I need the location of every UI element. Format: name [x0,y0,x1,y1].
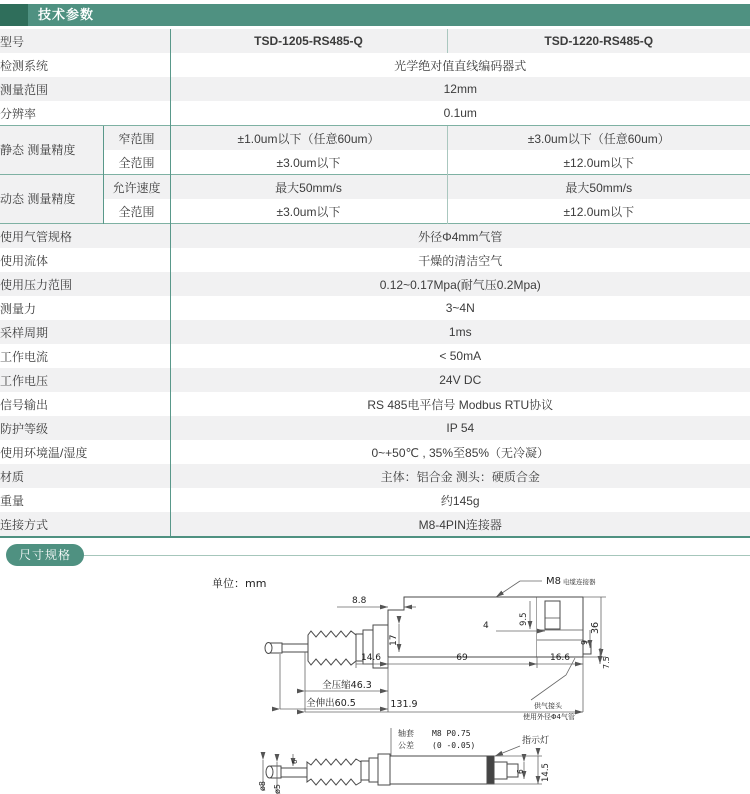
dim-label: 全压缩46.3 [322,680,372,691]
table-row [0,53,750,77]
top-view [258,728,551,794]
m8-connector-label: M8 [546,576,561,587]
spec-label: 重量 [0,493,25,508]
spec-label: 使用压力范围 [0,272,170,296]
spec-value: ±3.0um以下 [170,150,447,175]
spec-value: < 50mA [170,344,750,368]
spec-sub-label: 允许速度 [103,175,170,200]
air-fitting-note: 使用外径Φ4气管 [523,713,575,721]
dim-label: 131.9 [390,699,418,710]
probe-rod [281,768,307,777]
spec-label: 测量范围 [0,77,170,101]
spec-value: 0.12~0.17Mpa(耐气压0.2Mpa) [170,272,750,296]
spec-label: 连接方式 [0,512,170,537]
section-rule [70,555,750,556]
spec-value: 0.1um [170,101,750,126]
table-row [0,296,750,320]
body-outline [388,597,537,657]
unit-label: 单位：mm [212,577,267,590]
dim-label: 69 [456,653,468,663]
spec-value: ±12.0um以下 [447,199,750,224]
spec-label: 工作电压 [0,368,170,392]
spec-value: ±3.0um以下（任意60um） [447,126,750,151]
table-row [0,224,750,249]
rear-cap [487,756,494,784]
spec-label: 防护等级 [0,416,170,440]
spec-value: ±3.0um以下 [170,199,447,224]
table-row [0,101,750,126]
spec-value: RS 485电平信号 Modbus RTU协议 [170,392,750,416]
tolerance-label: 公差 [398,741,414,750]
dim-label: 6 [291,759,299,764]
spec-label: 使用流体 [0,253,49,268]
spec-value: 主体：铝合金 测头：硬质合金 [170,464,750,488]
dim-label: 14.5 [541,763,551,782]
spec-label: 信号输出 [0,397,49,412]
header-accent-block [0,4,28,26]
section-badge-dimensions: 尺寸规格 [6,544,84,566]
table-row [0,464,750,488]
spec-value: 干燥的清洁空气 [170,248,750,272]
collar-nut [369,758,378,782]
spec-value: 最大50mm/s [170,175,447,200]
dim-label: ø5 [273,784,282,794]
spec-value: 0~+50℃ , 35%至85%（无冷凝） [170,440,750,464]
side-view [265,576,611,721]
spec-label: 采样周期 [0,320,170,344]
spec-sub-label: 窄范围 [103,126,170,151]
table-row [0,368,750,392]
dim-label: 6 [516,769,525,774]
dim-label: 36 [590,621,601,634]
probe-tip-ball [265,643,272,654]
spec-value: 12mm [170,77,750,101]
spec-value: IP 54 [170,416,750,440]
collar-ring [361,761,369,780]
spec-value-model-1: TSD-1205-RS485-Q [170,29,447,53]
bellows [307,759,361,785]
spec-value: ±12.0um以下 [447,150,750,175]
table-row [0,150,750,175]
spec-sub-label: 全范围 [103,150,170,175]
m8-connector-label-suffix: 电缆连接器 [563,578,596,586]
spec-value: 光学绝对值直线编码器式 [170,53,750,77]
spec-value: 最大50mm/s [447,175,750,200]
spec-value: 约145g [170,488,750,512]
connector-stub [494,762,507,779]
air-fitting-label: 供气接头 [534,702,562,710]
table-row [0,512,750,537]
section-header-tech [0,4,750,26]
spec-label: 使用环境温/湿度 [0,445,88,460]
leader-line [495,746,520,756]
table-row [0,272,750,296]
spec-value: 3~4N [170,296,750,320]
table-row [0,199,750,224]
dim-label: 16.6 [549,653,571,663]
section-title-tech: 技术参数 [38,7,95,22]
spec-value-model-2: TSD-1220-RS485-Q [447,29,750,53]
spec-label: 工作电流 [0,349,49,364]
probe-tip-ball [266,766,273,778]
table-row [0,126,750,151]
body-tube [390,756,487,784]
spec-group-label: 动态 测量精度 [0,175,103,224]
spec-label: 使用气管规格 [0,224,170,249]
m8-connector [545,601,560,629]
collar-flange [378,754,390,785]
spec-label: 型号 [0,29,170,53]
probe-rod [282,644,308,652]
bellows [308,631,356,665]
tolerance-value: (0 -0.05) [432,741,476,750]
table-row [0,440,750,464]
spec-table [0,29,750,538]
spec-value: 1ms [170,320,750,344]
dim-label: 7.5 [602,656,611,669]
table-row [0,416,750,440]
spec-group-label: 静态 测量精度 [0,126,103,175]
sleeve-label: 轴套 [398,729,414,738]
dim-label: 17 [389,634,399,646]
table-row [0,344,750,368]
dim-label: 8.8 [352,596,367,606]
spec-value: 24V DC [170,368,750,392]
spec-sub-label: 全范围 [103,199,170,224]
dim-label: 4 [483,621,489,631]
spec-value: M8-4PIN连接器 [170,512,750,537]
table-row [0,488,750,512]
sleeve-value: M8 P0.75 [432,729,471,738]
table-row [0,77,750,101]
table-row [0,29,750,53]
dim-label: 9.5 [519,612,529,626]
dim-label: 全伸出60.5 [306,698,356,709]
table-row [0,248,750,272]
table-row [0,175,750,200]
dimension-drawing [0,560,750,794]
spec-label: 检测系统 [0,58,49,73]
dim-label: 14.6 [360,653,382,663]
table-row [0,392,750,416]
spec-value: 外径Φ4mm气管 [170,224,750,249]
spec-label: 测量力 [0,301,37,316]
table-row [0,320,750,344]
dim-label: 9 [580,639,589,645]
indicator-label: 指示灯 [522,736,550,746]
dim-label: ø8 [258,781,267,791]
leader-line [496,581,520,597]
spec-value: ±1.0um以下（任意60um） [170,126,447,151]
spec-label: 材质 [0,464,170,488]
spec-label: 分辨率 [0,106,37,121]
